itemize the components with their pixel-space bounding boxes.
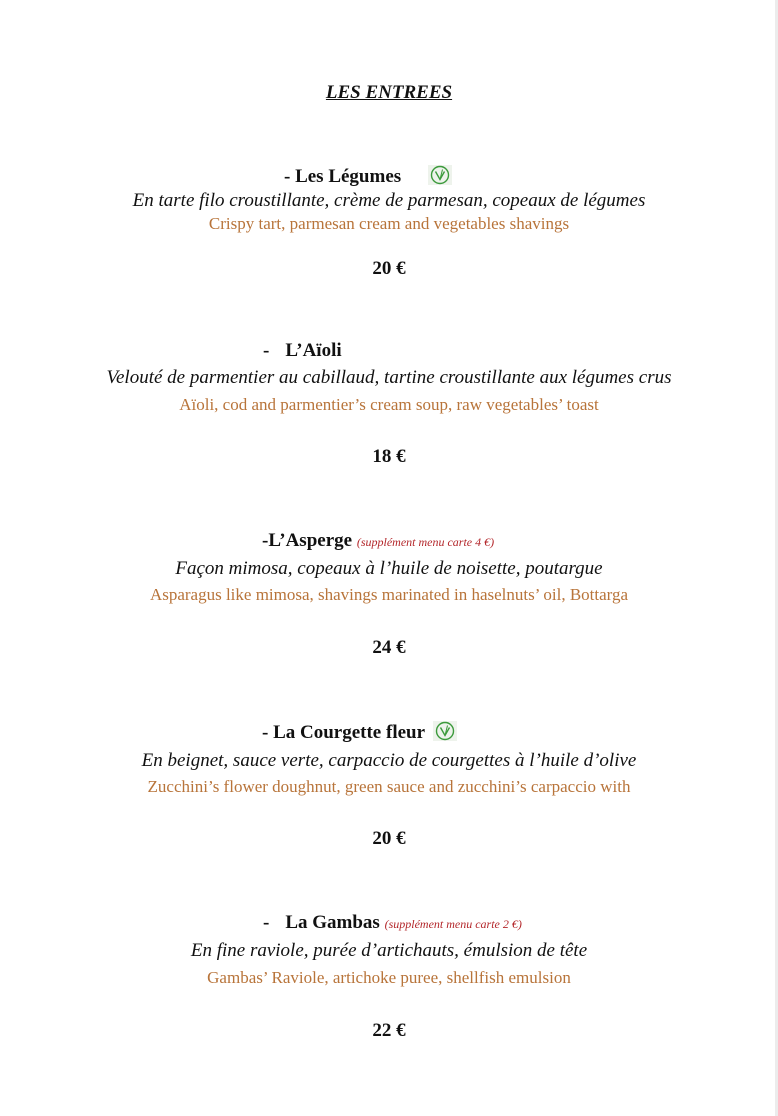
dish-description-en: Zucchini’s flower doughnut, green sauce and zucchini’s carpaccio with [147, 777, 631, 796]
dish-description-fr: En beignet, sauce verte, carpaccio de courgettes à l’huile d’olive [141, 750, 637, 771]
section-title: LES ENTREES [325, 82, 453, 103]
vegetarian-icon [433, 721, 457, 741]
dish-description-en: Aïoli, cod and parmentier’s cream soup, raw vegetables’ toast [179, 395, 599, 414]
dish-name: L’Aïoli [285, 340, 342, 361]
dish-name: Les Légumes [295, 166, 402, 187]
dish-price: 24 € [372, 637, 406, 658]
dish-name-aioli-row [263, 340, 342, 362]
dish-name-asperge-row [262, 530, 494, 552]
supplement-note: (supplément menu carte 4 €) [356, 535, 495, 549]
dish-name-gambas-row [263, 912, 522, 934]
dish-description-fr: Velouté de parmentier au cabillaud, tartine croustillante aux légumes crus [106, 367, 672, 388]
dish-description-en: Gambas’ Raviole, artichoke puree, shellfish emulsion [207, 968, 571, 987]
dish-name-legumes-row [284, 165, 452, 188]
dish-prefix: - [263, 340, 270, 361]
dish-prefix: - [263, 912, 270, 933]
dish-name-courgette-row [262, 721, 457, 744]
dish-price: 20 € [372, 258, 406, 279]
dish-name: L’Asperge [268, 530, 353, 551]
dish-description-fr: Façon mimosa, copeaux à l’huile de noisette, poutargue [175, 558, 603, 579]
dish-price: 20 € [372, 828, 406, 849]
supplement-note: (supplément menu carte 2 €) [384, 917, 522, 931]
dish-description-en: Asparagus like mimosa, shavings marinated in haselnuts’ oil, Bottarga [149, 585, 629, 604]
dish-price: 18 € [372, 446, 406, 467]
dish-prefix: - [284, 166, 296, 187]
dish-prefix: - [262, 722, 274, 743]
vegetarian-icon [428, 165, 452, 185]
dish-name: La Gambas [285, 912, 380, 933]
dish-description-fr: En tarte filo croustillante, crème de parmesan, copeaux de légumes [132, 190, 646, 211]
dish-description-en: Crispy tart, parmesan cream and vegetables shavings [208, 214, 570, 233]
dish-description-fr: En fine raviole, purée d’artichauts, émulsion de tête [190, 940, 588, 961]
dish-price: 22 € [372, 1020, 406, 1041]
dish-prefix: - [262, 530, 269, 551]
dish-name: La Courgette fleur [273, 722, 425, 743]
